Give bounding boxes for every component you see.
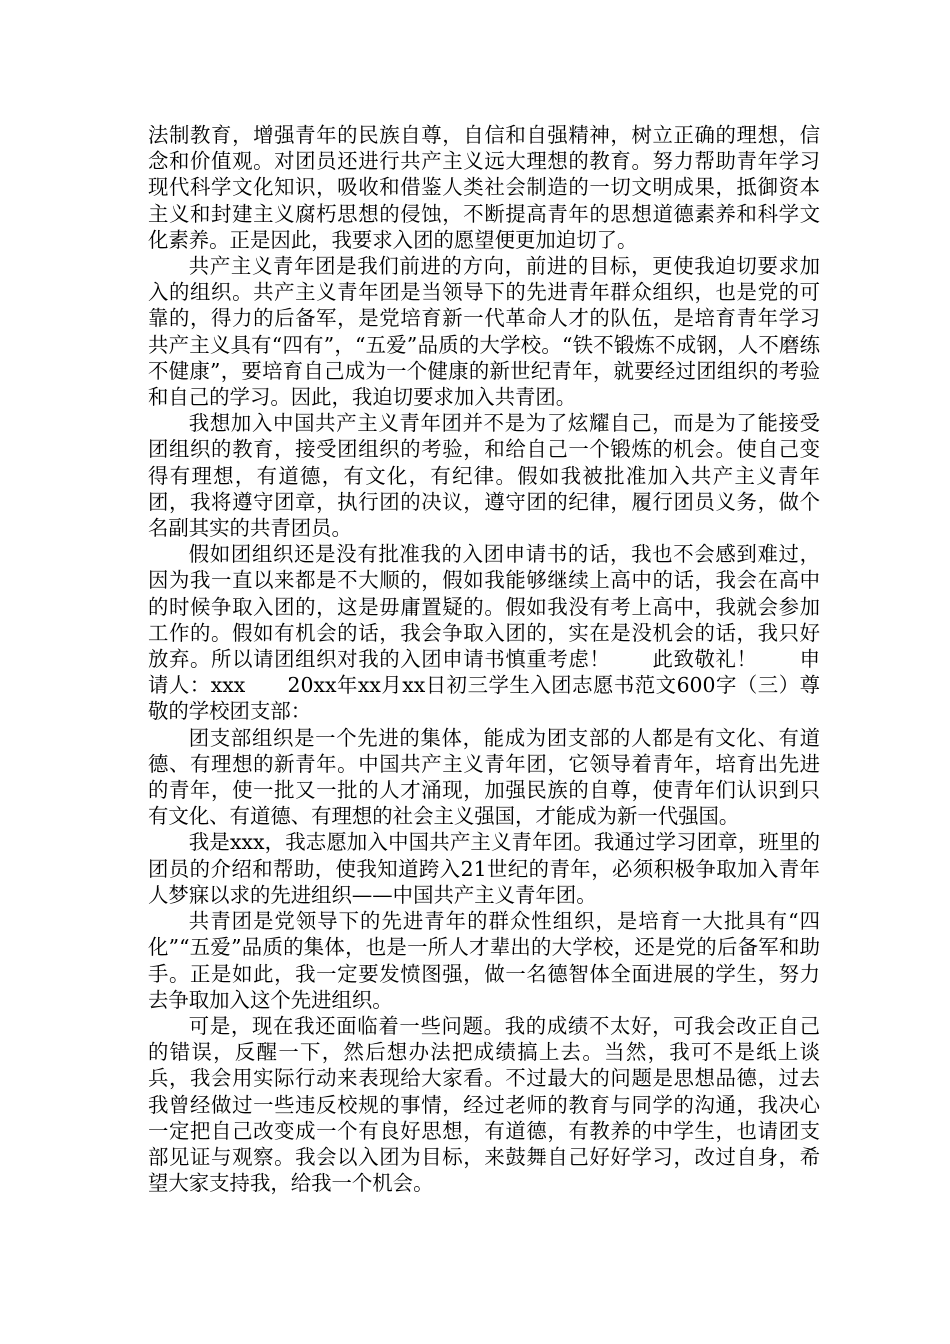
paragraph: 可是，现在我还面临着一些问题。我的成绩不太好，可我会改正自己的错误，反醒一下，然后想办法把成绩搞上去。当然，我可不是纸上谈兵，我会用实际行动来表现给大家看。不过最大的问题是思想品德，过去我曾经做过一些违反校规的事情，经过老师的教育与同学的沟通，我决心一定把自己改变成一个有良好思想，有道德，有教养的中学生，也请团支部见证与观察。我会以入团为目标，来鼓舞自己好好学习，改过自身，希望大家支持我，给我一个机会。 — [148, 1013, 820, 1196]
paragraph: 假如团组织还是没有批准我的入团申请书的话，我也不会感到难过，因为我一直以来都是不大顺的，假如我能够继续上高中的话，我会在高中的时候争取入团的，这是毋庸置疑的。假如我没有考上高中，我就会参加工作的。假如有机会的话，我会争取入团的，实在是没机会的话，我只好放弃。所以请团组织对我的入团申请书慎重考虑！ 此致敬礼！ 申请人：xxx 20xx年xx月xx日初三学生入团志愿书范文600字（三）尊敬的学校团支部： — [148, 542, 820, 724]
paragraph: 我是xxx，我志愿加入中国共产主义青年团。我通过学习团章，班里的团员的介绍和帮助，使我知道跨入21世纪的青年，必须积极争取加入青年人梦寐以求的先进组织——中国共产主义青年团。 — [148, 830, 820, 907]
paragraph: 我想加入中国共产主义青年团并不是为了炫耀自己，而是为了能接受团组织的教育，接受团组织的考验，和给自己一个锻炼的机会。使自己变得有理想，有道德，有文化，有纪律。假如我被批准加入共产主义青年团，我将遵守团章，执行团的决议，遵守团的纪律，履行团员义务，做个名副其实的共青团员。 — [148, 411, 820, 541]
paragraph: 团支部组织是一个先进的集体，能成为团支部的人都是有文化、有道德、有理想的新青年。中国共产主义青年团，它领导着青年，培育出先进的青年，使一批又一批的人才涌现，加强民族的自尊，使青年们认识到只有文化、有道德、有理想的社会主义强国，才能成为新一代强国。 — [148, 725, 820, 829]
paragraph: 法制教育，增强青年的民族自尊，自信和自强精神，树立正确的理想，信念和价值观。对团员还进行共产主义远大理想的教育。努力帮助青年学习现代科学文化知识，吸收和借鉴人类社会制造的一切文明成果，抵御资本主义和封建主义腐朽思想的侵蚀，不断提高青年的思想道德素养和科学文化素养。正是因此，我要求入团的愿望便更加迫切了。 — [148, 123, 820, 252]
paragraph: 共产主义青年团是我们前进的方向，前进的目标，更使我迫切要求加入的组织。共产主义青年团是当领导下的先进青年群众组织，也是党的可靠的，得力的后备军，是党培育新一代革命人才的队伍，是培育青年学习共产主义具有“四有”，“五爱”品质的大学校。“铁不锻炼不成钢，人不磨练不健康”，要培育自己成为一个健康的新世纪青年，就要经过团组织的考验和自己的学习。因此，我迫切要求加入共青团。 — [148, 254, 820, 410]
paragraph: 共青团是党领导下的先进青年的群众性组织，是培育一大批具有“四化”“五爱”品质的集体，也是一所人才辈出的大学校，还是党的后备军和助手。正是如此，我一定要发愤图强，做一名德智体全面进展的学生，努力去争取加入这个先进组织。 — [148, 909, 820, 1012]
document-body — [148, 122, 820, 1196]
